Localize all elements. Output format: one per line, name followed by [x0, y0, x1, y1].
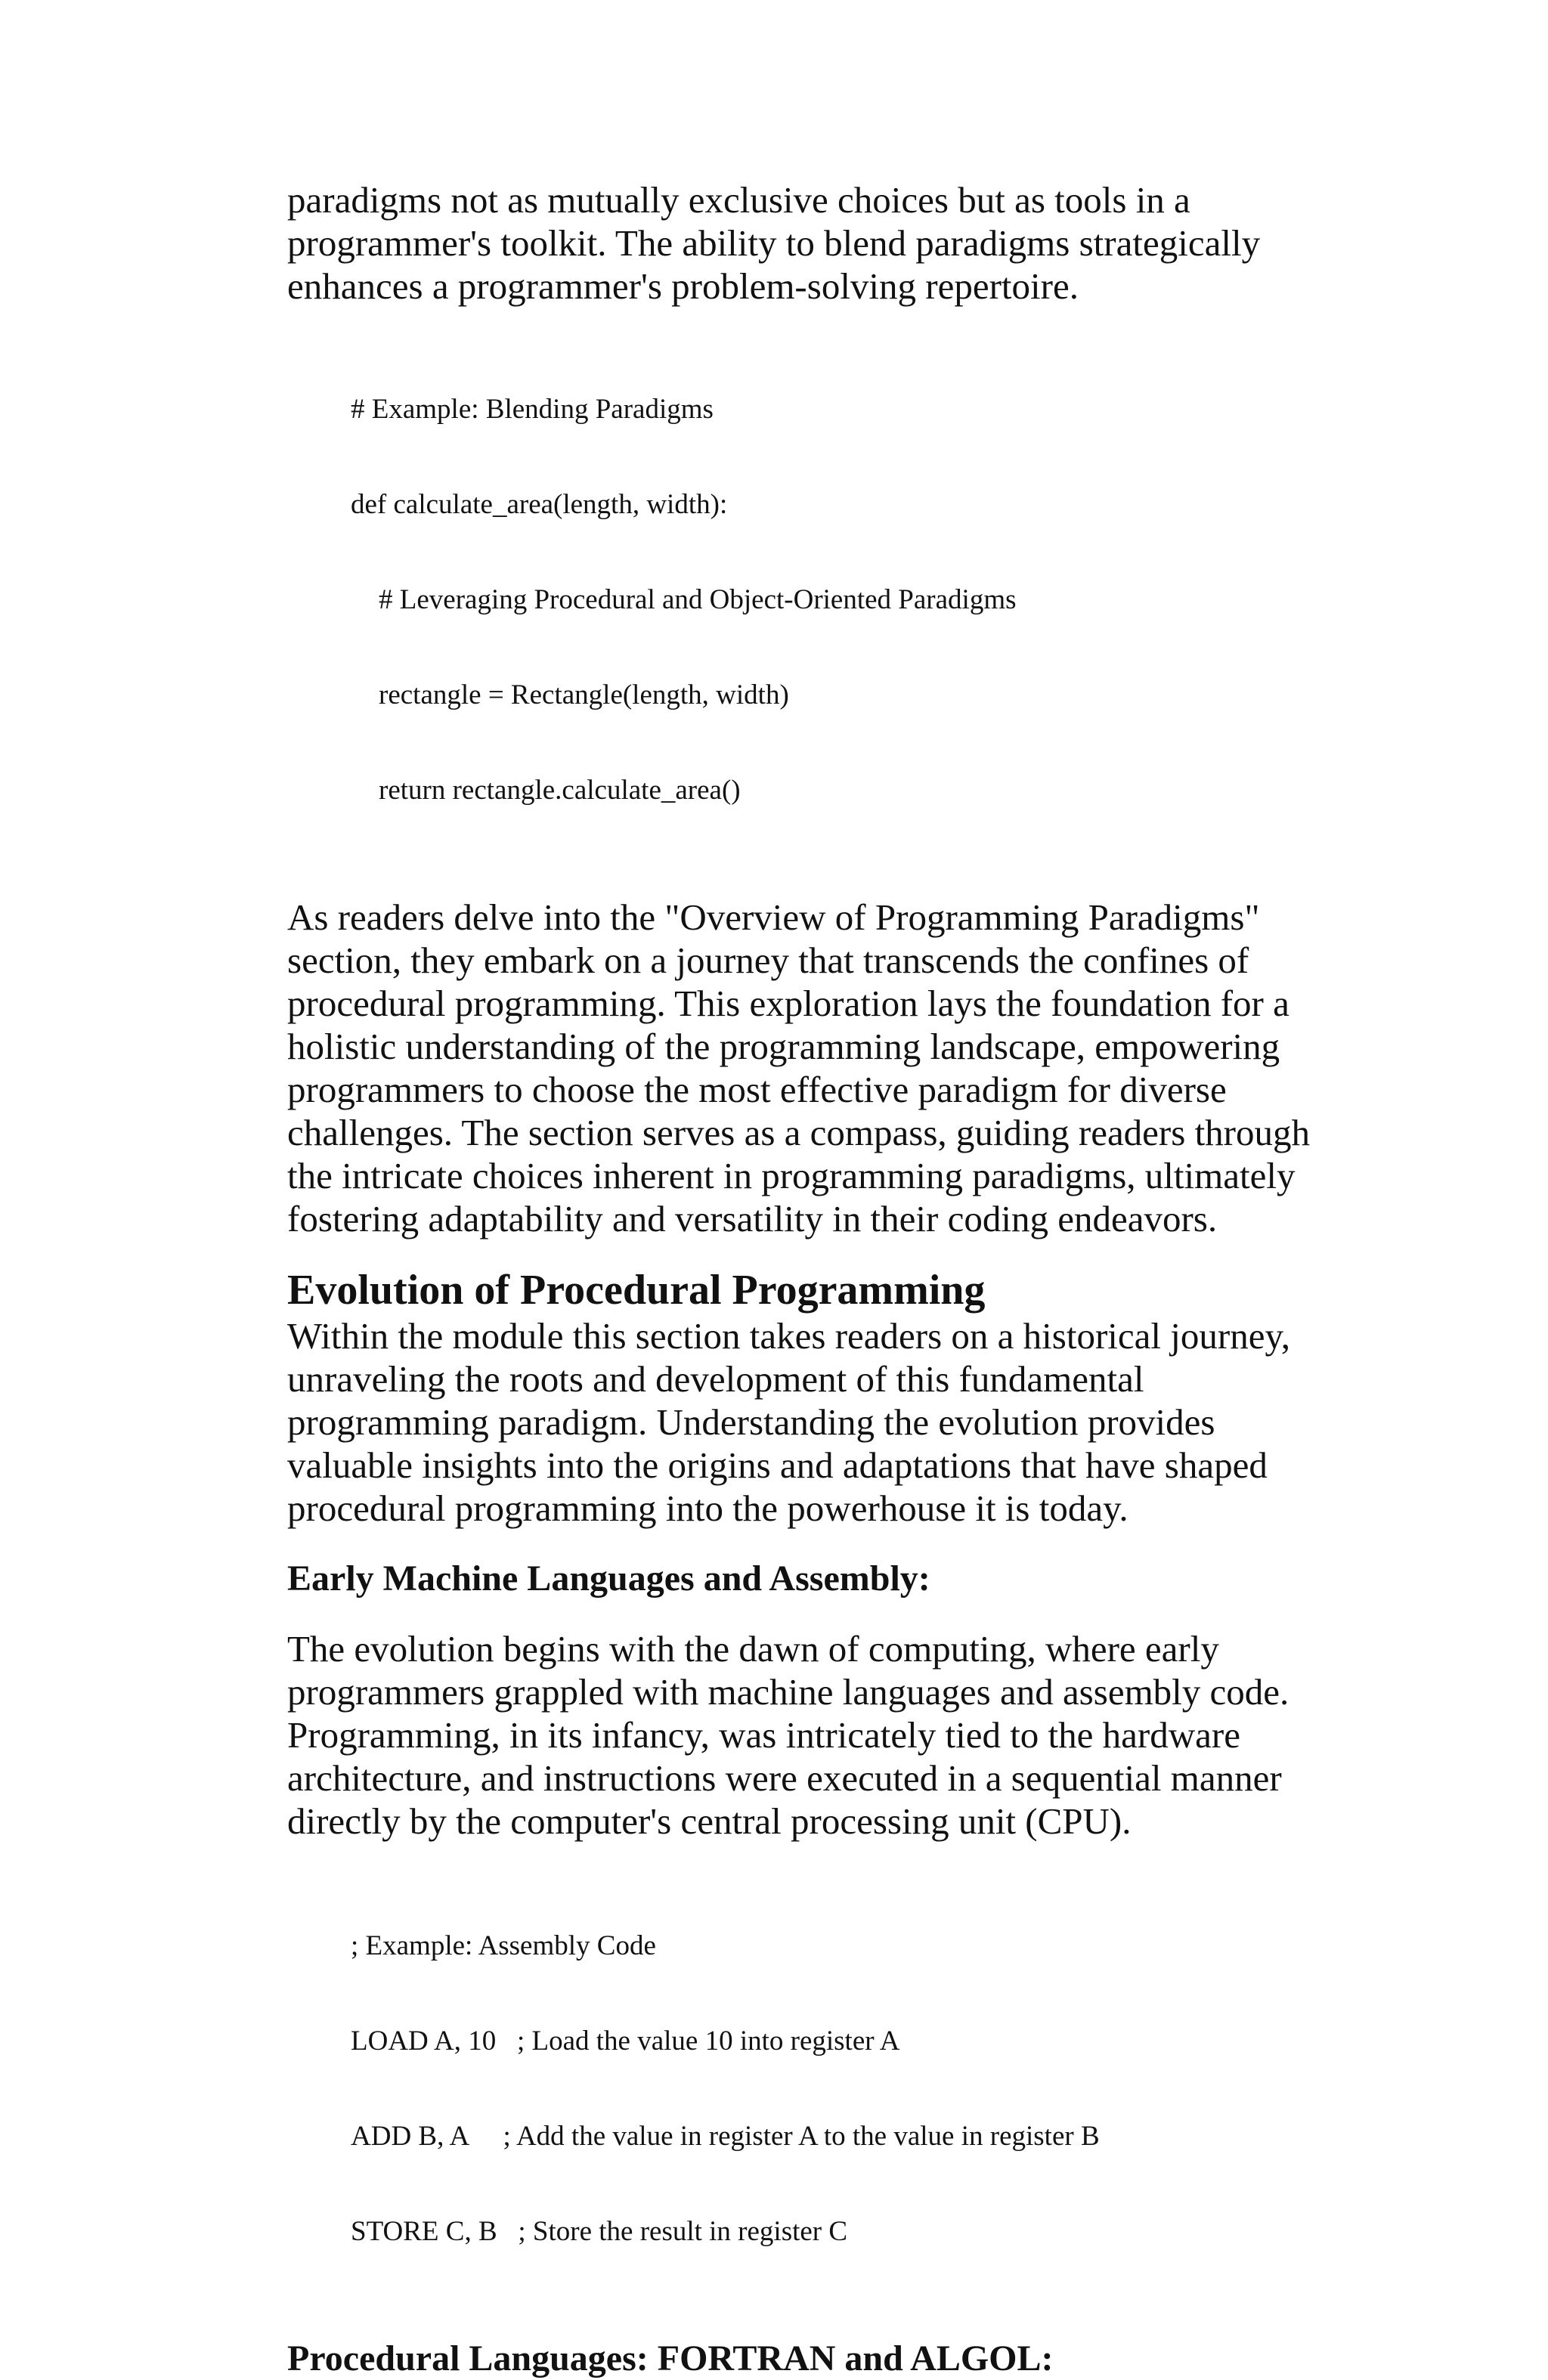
section-heading-evolution: Evolution of Procedural Programming: [287, 1267, 986, 1314]
text-line: Within the module this section takes readers on a historical journey,: [287, 1315, 1291, 1357]
document-page: [287, 178, 1330, 2380]
intro-paragraph: [287, 178, 1330, 308]
text-line: fostering adaptability and versatility in their coding endeavors.: [287, 1198, 1218, 1240]
subheading-procedural-languages: Procedural Languages: FORTRAN and ALGOL:: [287, 2338, 1054, 2378]
code-line: ADD B, A ; Add the value in register A to the value in register B: [351, 2121, 1100, 2152]
evolution-paragraph: [287, 1314, 1330, 1530]
text-line: valuable insights into the origins and adaptations that have shaped: [287, 1444, 1268, 1486]
text-line: challenges. The section serves as a compass, guiding readers through: [287, 1112, 1311, 1153]
code-line: # Leveraging Procedural and Object-Oriented Paradigms: [351, 584, 1017, 615]
code-line: STORE C, B ; Store the result in register C: [351, 2216, 848, 2247]
text-line: holistic understanding of the programming landscape, empowering: [287, 1026, 1280, 1067]
code-line: return rectangle.calculate_area(): [351, 775, 741, 806]
text-line: programming paradigm. Understanding the evolution provides: [287, 1401, 1215, 1443]
text-line: procedural programming into the powerhouse it is today.: [287, 1487, 1128, 1529]
text-line: programmers to choose the most effective paradigm for diverse: [287, 1069, 1227, 1110]
text-line: unraveling the roots and development of this fundamental: [287, 1358, 1144, 1400]
code-line: def calculate_area(length, width):: [351, 489, 728, 520]
overview-paragraph: [287, 896, 1330, 1240]
early-paragraph: [287, 1627, 1330, 1843]
text-line: programmers grappled with machine languages and assembly code.: [287, 1671, 1289, 1713]
text-line: paradigms not as mutually exclusive choices but as tools in a: [287, 179, 1190, 221]
text-line: The evolution begins with the dawn of computing, where early: [287, 1628, 1219, 1670]
code-line: ; Example: Assembly Code: [351, 1930, 656, 1961]
text-line: section, they embark on a journey that transcends the confines of: [287, 939, 1249, 981]
code-block-blending-paradigms: [351, 330, 1330, 870]
text-line: directly by the computer's central processing unit (CPU).: [287, 1800, 1132, 1842]
subheading-early-machine-languages: Early Machine Languages and Assembly:: [287, 1558, 930, 1599]
text-line: the intricate choices inherent in programming paradigms, ultimately: [287, 1155, 1296, 1196]
code-block-assembly: [351, 1867, 1330, 2311]
text-line: Programming, in its infancy, was intricately tied to the hardware: [287, 1714, 1240, 1756]
code-line: # Example: Blending Paradigms: [351, 394, 714, 425]
text-line: programmer's toolkit. The ability to blend paradigms strategically: [287, 222, 1261, 264]
code-line: LOAD A, 10 ; Load the value 10 into register A: [351, 2026, 900, 2057]
text-line: As readers delve into the "Overview of Programming Paradigms": [287, 896, 1260, 938]
text-line: procedural programming. This exploration lays the foundation for a: [287, 983, 1289, 1024]
text-line: enhances a programmer's problem-solving repertoire.: [287, 265, 1079, 307]
code-line: rectangle = Rectangle(length, width): [351, 679, 789, 710]
text-line: architecture, and instructions were executed in a sequential manner: [287, 1757, 1282, 1799]
